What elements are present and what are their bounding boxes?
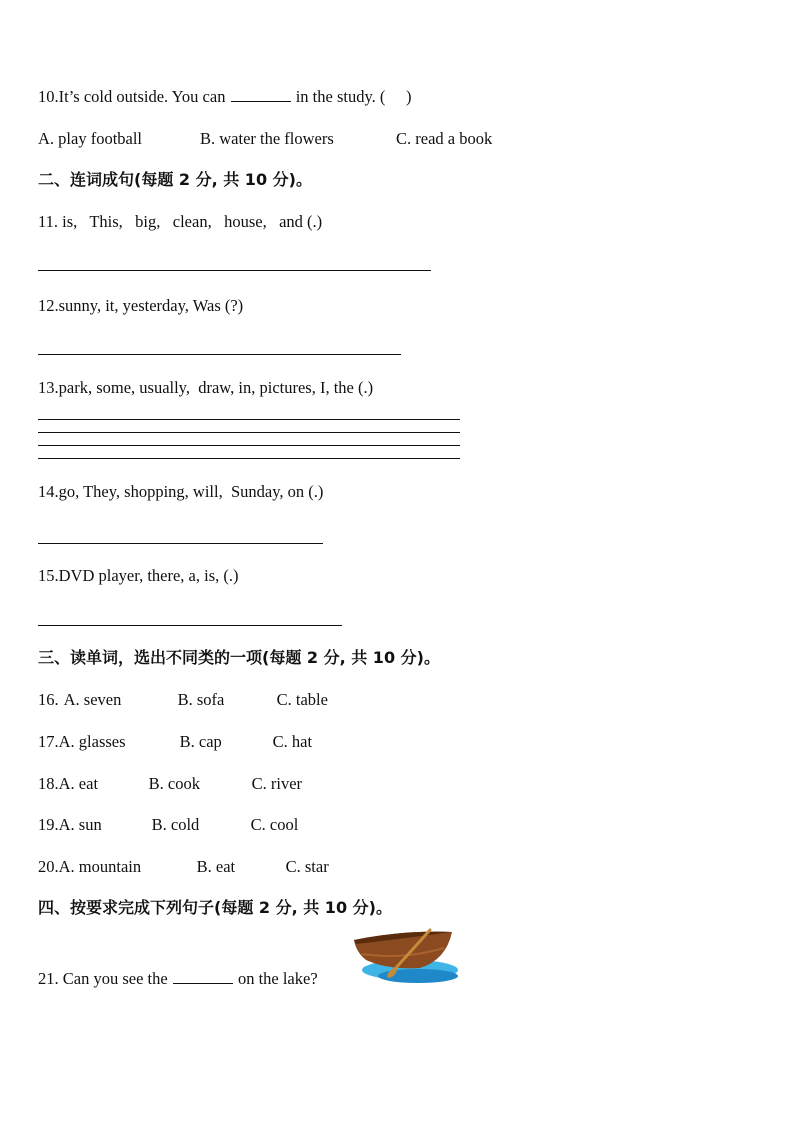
q18-option-c[interactable]: C. river: [251, 774, 303, 793]
section-2-title: 二、连词成句(每题 2 分, 共 10 分)。: [38, 170, 312, 189]
q10-option-a[interactable]: A. play football: [38, 129, 143, 148]
question-12: 12.sunny, it, yesterday, Was (?): [38, 296, 244, 315]
question-19: [38, 815, 298, 835]
q19-option-b[interactable]: B. cold: [151, 815, 200, 834]
q10-option-c[interactable]: C. read a book: [396, 129, 493, 148]
question-18: [38, 774, 302, 794]
q16-number: 16.: [38, 690, 59, 709]
q12-answer-line[interactable]: [38, 354, 401, 355]
question-11: 11. is, This, big, clean, house, and (.): [38, 212, 323, 231]
question-13: 13.park, some, usually, draw, in, pictures, I, the (.): [38, 378, 374, 397]
q14-answer-line[interactable]: [38, 543, 323, 544]
rowboat-image: [348, 926, 466, 988]
q17-number: 17.: [38, 732, 59, 751]
q10-prefix: 10.It’s cold outside. You can: [38, 87, 230, 106]
question-10: [38, 87, 412, 107]
question-21: [38, 969, 318, 989]
q17-option-c[interactable]: C. hat: [272, 732, 313, 751]
q16-option-c[interactable]: C. table: [276, 690, 328, 709]
q13-answer-line-1[interactable]: [38, 419, 460, 420]
section-3-title: 三、读单词，选出不同类的一项(每题 2 分, 共 10 分)。: [38, 648, 440, 667]
q19-number: 19.: [38, 815, 59, 834]
q16-option-b[interactable]: B. sofa: [177, 690, 225, 709]
question-14: 14.go, They, shopping, will, Sunday, on (.): [38, 482, 324, 501]
q16-option-a[interactable]: A. seven: [63, 690, 122, 709]
q13-answer-line-2[interactable]: [38, 432, 460, 433]
q19-option-a[interactable]: A. sun: [58, 815, 102, 834]
section-4-title: 四、按要求完成下列句子(每题 2 分, 共 10 分)。: [38, 898, 392, 917]
q17-option-b[interactable]: B. cap: [179, 732, 222, 751]
q18-option-b[interactable]: B. cook: [148, 774, 200, 793]
q20-number: 20.: [38, 857, 59, 876]
q21-suffix: on the lake?: [233, 969, 318, 988]
q20-option-a[interactable]: A. mountain: [58, 857, 142, 876]
question-15: 15.DVD player, there, a, is, (.): [38, 566, 239, 585]
q21-prefix: 21. Can you see the: [38, 969, 172, 988]
q10-suffix: in the study. ( ): [291, 87, 412, 106]
question-20: [38, 857, 329, 877]
q10-option-b[interactable]: B. water the flowers: [200, 129, 334, 148]
q13-answer-line-4[interactable]: [38, 458, 460, 459]
q20-option-c[interactable]: C. star: [285, 857, 329, 876]
q18-option-a[interactable]: A. eat: [58, 774, 99, 793]
q10-blank[interactable]: [231, 87, 291, 102]
q17-option-a[interactable]: A. glasses: [58, 732, 126, 751]
q15-answer-line[interactable]: [38, 625, 342, 626]
question-17: [38, 732, 312, 752]
q18-number: 18.: [38, 774, 59, 793]
q21-blank[interactable]: [173, 969, 233, 984]
q13-answer-line-3[interactable]: [38, 445, 460, 446]
q20-option-b[interactable]: B. eat: [196, 857, 236, 876]
question-16: [38, 690, 328, 710]
q11-answer-line[interactable]: [38, 270, 431, 271]
q19-option-c[interactable]: C. cool: [250, 815, 299, 834]
q10-options: [38, 129, 492, 149]
